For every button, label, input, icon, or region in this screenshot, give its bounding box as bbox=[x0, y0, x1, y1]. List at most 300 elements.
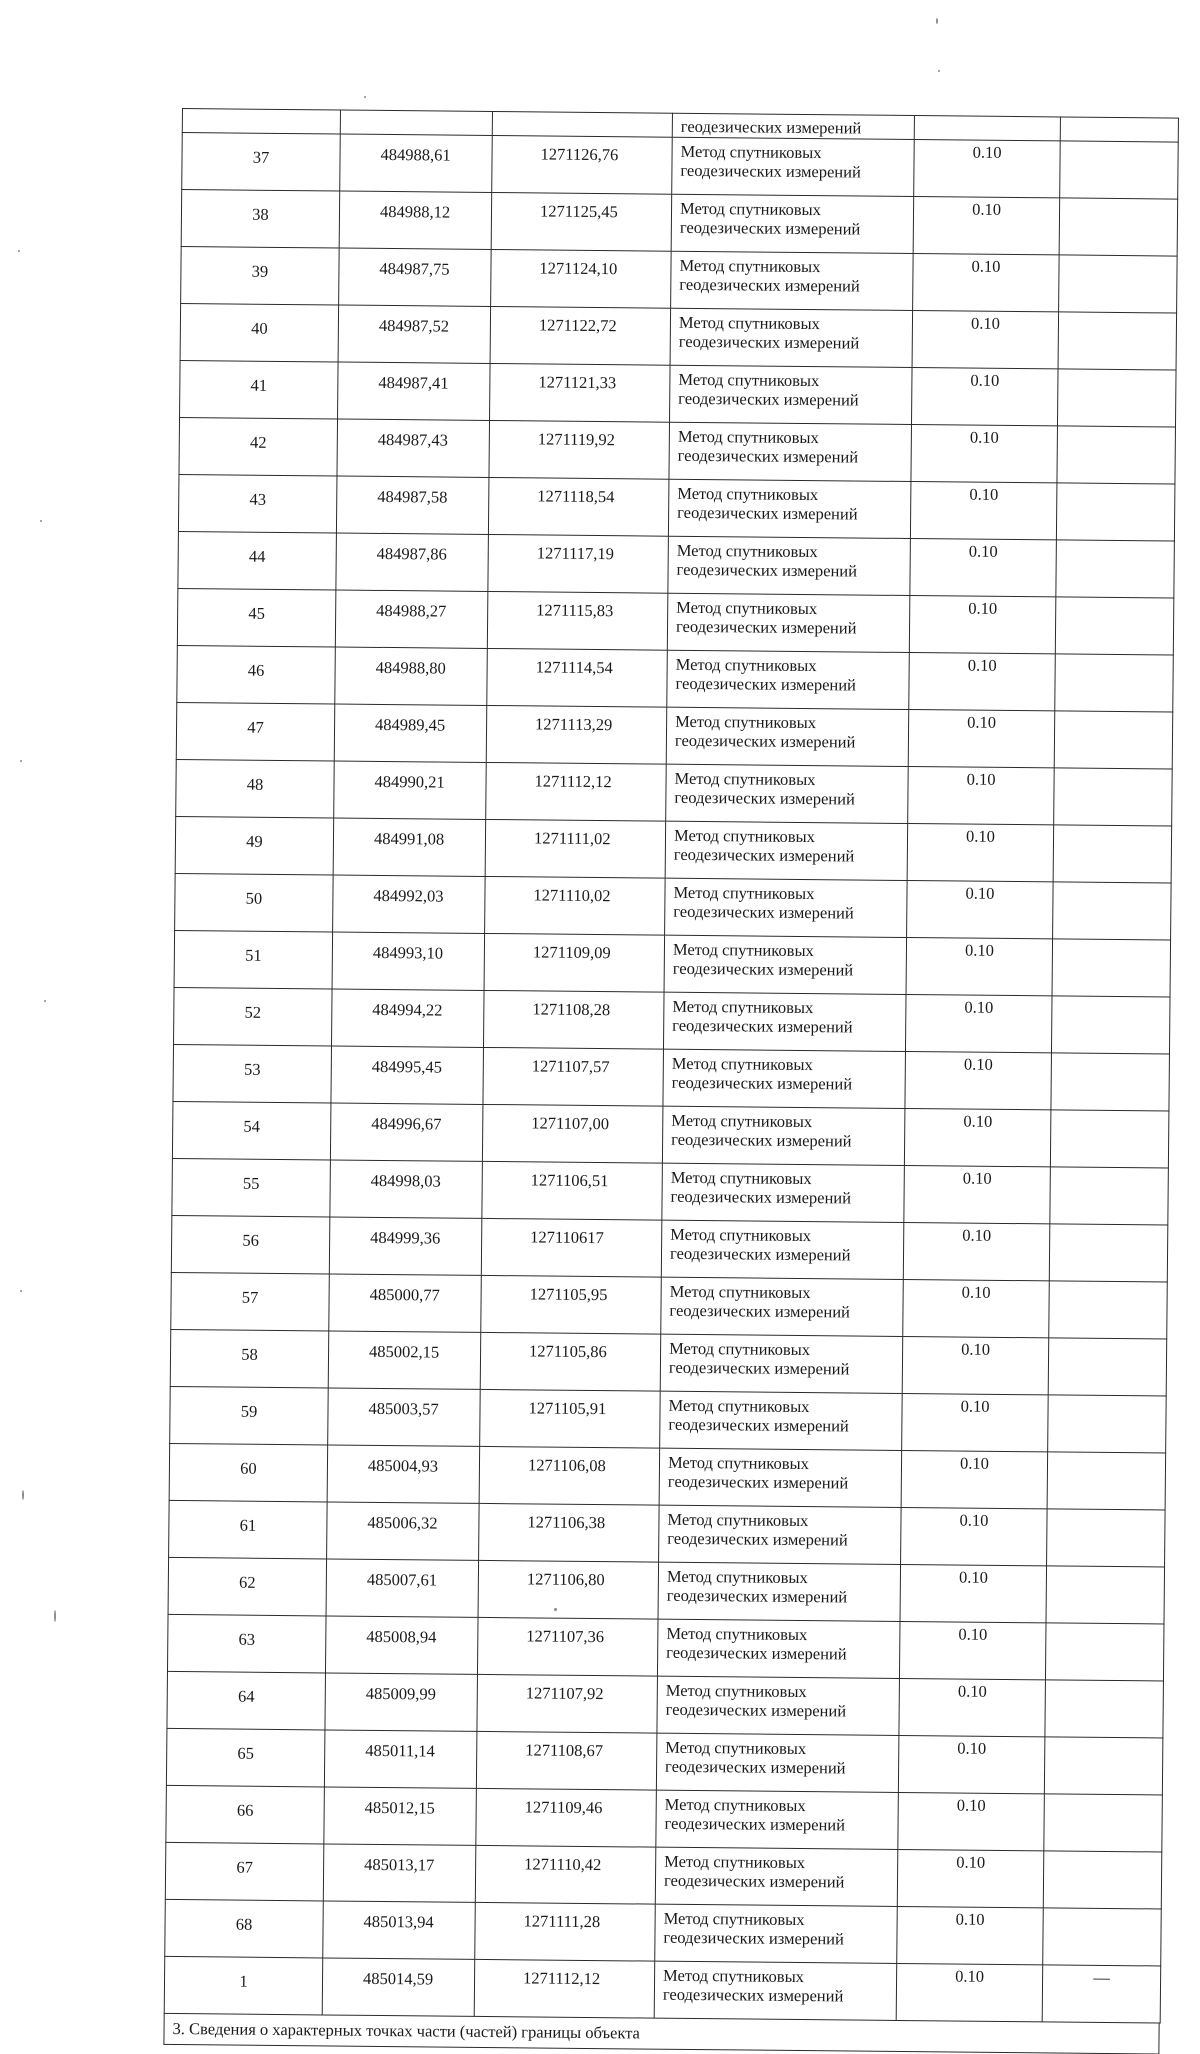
cell-extra bbox=[1045, 1680, 1164, 1738]
method-line-2: геодезических измерений bbox=[679, 217, 861, 239]
cell-extra bbox=[1050, 1167, 1169, 1225]
method-line-2: геодезических измерений bbox=[663, 1927, 844, 1949]
table-row bbox=[170, 1386, 1167, 1453]
scan-speck bbox=[40, 520, 42, 522]
scan-speck bbox=[554, 1608, 557, 1611]
cell-method bbox=[669, 422, 912, 481]
method-line-1: Метод спутниковых bbox=[666, 1566, 808, 1588]
table-row bbox=[175, 816, 1172, 883]
table-row bbox=[173, 1044, 1170, 1111]
table-row bbox=[169, 1443, 1166, 1510]
cell-precision: 0.10 bbox=[903, 1222, 1050, 1280]
method-line-1: Метод спутниковых bbox=[669, 1281, 811, 1303]
method-line-2: геодезических измерений bbox=[673, 901, 854, 923]
cell-x-coordinate: 484999,36 bbox=[329, 1217, 482, 1275]
document-body bbox=[163, 108, 1178, 2054]
cell-y-coordinate: 1271106,08 bbox=[479, 1446, 660, 1505]
cell-y-coordinate: 1271119,92 bbox=[489, 420, 670, 479]
cell-precision: 0.10 bbox=[913, 197, 1060, 255]
cell-x-coordinate: 484994,22 bbox=[332, 989, 485, 1047]
cell-precision: 0.10 bbox=[906, 937, 1053, 995]
cell-y-coordinate: 1271111,02 bbox=[485, 819, 666, 878]
method-line-1: Метод спутниковых bbox=[679, 198, 822, 220]
method-line-2: геодезических измерений bbox=[669, 1243, 851, 1265]
cell-x-coordinate: 484987,86 bbox=[336, 533, 489, 591]
cell-extra bbox=[1048, 1338, 1167, 1396]
cell-extra bbox=[1057, 426, 1176, 484]
cell-method bbox=[670, 365, 913, 424]
method-line-2: геодезических измерений bbox=[677, 502, 858, 524]
cell-x-coordinate: 484995,45 bbox=[331, 1046, 484, 1104]
cell-point-number: 68 bbox=[165, 1899, 324, 1958]
method-line-1: Метод спутниковых bbox=[670, 1224, 812, 1246]
method-line-1: Метод спутниковых bbox=[665, 1737, 807, 1759]
cell-x-coordinate: 484991,08 bbox=[333, 818, 486, 876]
cell-point-number: 54 bbox=[172, 1101, 331, 1160]
method-line-2: геодезических измерений bbox=[675, 616, 857, 638]
cell-extra bbox=[1052, 939, 1171, 997]
method-line-1: Метод спутниковых bbox=[678, 369, 820, 391]
cell-method bbox=[657, 1619, 900, 1678]
cell-extra bbox=[1044, 1794, 1163, 1852]
cell-point-number: 62 bbox=[168, 1557, 327, 1616]
method-line-1: Метод спутниковых bbox=[671, 1110, 813, 1132]
cell-extra: — bbox=[1042, 1965, 1161, 2023]
cell-method bbox=[658, 1562, 901, 1621]
cell-point-number: 38 bbox=[181, 190, 340, 249]
cell-y-coordinate: 1271121,33 bbox=[490, 363, 671, 422]
cell-precision: 0.10 bbox=[901, 1507, 1048, 1565]
cell-extra bbox=[1043, 1908, 1162, 1966]
cell-point-number: 47 bbox=[176, 702, 335, 761]
method-line-2: геодезических измерений bbox=[678, 388, 859, 410]
method-line-2: геодезических измерений bbox=[674, 730, 856, 752]
cell-x-coordinate: 484988,80 bbox=[335, 647, 488, 705]
cell-point-number: 39 bbox=[181, 246, 340, 305]
cell-extra bbox=[1053, 825, 1172, 883]
method-line-2: геодезических измерений bbox=[665, 1699, 847, 1721]
cell-precision: 0.10 bbox=[912, 311, 1059, 369]
cell-point-number: 42 bbox=[179, 417, 338, 476]
cell-precision: 0.10 bbox=[907, 823, 1054, 881]
cell-method bbox=[654, 1961, 897, 2020]
coordinates-table bbox=[164, 108, 1179, 2023]
cell-point-number: 37 bbox=[182, 133, 341, 192]
cell-point-number: 63 bbox=[167, 1614, 326, 1673]
method-line-1: Метод спутниковых bbox=[676, 540, 818, 562]
cell-extra bbox=[1060, 141, 1179, 199]
table-row bbox=[170, 1329, 1167, 1396]
cell-method bbox=[671, 251, 914, 310]
cell-extra bbox=[1057, 369, 1176, 427]
cell-method bbox=[667, 650, 910, 709]
cell-precision: 0.10 bbox=[904, 1165, 1051, 1223]
method-line-2: геодезических измерений bbox=[667, 1528, 848, 1550]
cell-point-number: 40 bbox=[180, 303, 339, 362]
table-row bbox=[165, 1842, 1162, 1909]
method-line-1: Метод спутниковых bbox=[677, 483, 819, 505]
cell-y bbox=[492, 111, 672, 137]
method-line-1: Метод спутниковых bbox=[679, 255, 821, 277]
cell-extra bbox=[1050, 1110, 1169, 1168]
method-line-1: Метод спутниковых bbox=[675, 654, 817, 676]
cell-method bbox=[657, 1676, 900, 1735]
cell-method bbox=[665, 821, 908, 880]
method-line-2: геодезических измерений bbox=[663, 1870, 845, 1892]
method-line-2: геодезических измерений bbox=[677, 445, 859, 467]
method-line-1: Метод спутниковых bbox=[670, 1167, 812, 1189]
cell-precision: 0.10 bbox=[908, 710, 1055, 768]
cell-extra bbox=[1058, 312, 1177, 370]
method-line-1: Метод спутниковых bbox=[668, 1395, 810, 1417]
scan-speck bbox=[936, 18, 938, 24]
cell-point-number: 66 bbox=[166, 1785, 325, 1844]
method-line-1: Метод спутниковых bbox=[666, 1623, 808, 1645]
table-row bbox=[181, 246, 1178, 313]
cell-point-number: 52 bbox=[174, 987, 333, 1046]
cell-method bbox=[666, 764, 909, 823]
cell-method bbox=[671, 194, 914, 253]
cell-point-number: 61 bbox=[169, 1500, 328, 1559]
cell-precision: 0.10 bbox=[910, 539, 1057, 597]
scan-speck bbox=[938, 70, 940, 72]
table-row bbox=[167, 1671, 1164, 1738]
cell-point-number: 55 bbox=[172, 1158, 331, 1217]
method-line-2: геодезических измерений bbox=[672, 958, 854, 980]
cell-y-coordinate: 1271110,02 bbox=[485, 876, 666, 935]
cell-x-coordinate: 484987,52 bbox=[338, 305, 491, 363]
cell-y-coordinate: 1271107,92 bbox=[477, 1674, 658, 1733]
cell-extra bbox=[1045, 1623, 1164, 1681]
cell-method bbox=[668, 479, 911, 538]
method-line-2: геодезических измерений bbox=[662, 1984, 844, 2006]
method-line-2: геодезических измерений bbox=[667, 1471, 849, 1493]
cell-y-coordinate: 1271108,28 bbox=[483, 990, 664, 1049]
cell-point-number: 43 bbox=[178, 474, 337, 533]
cell-point-number: 67 bbox=[165, 1842, 324, 1901]
cell-y-coordinate: 1271126,76 bbox=[492, 135, 673, 194]
method-line-1: Метод спутниковых bbox=[664, 1794, 806, 1816]
cell-precision: 0.10 bbox=[914, 140, 1061, 198]
table-row bbox=[177, 645, 1174, 712]
cell-point-number: 48 bbox=[176, 759, 335, 818]
method-line-2: геодезических измерений bbox=[675, 673, 857, 695]
cell-x-coordinate: 484987,41 bbox=[338, 362, 491, 420]
cell-point-number: 64 bbox=[167, 1671, 326, 1730]
table-row bbox=[177, 588, 1174, 655]
cell-precision: 0.10 bbox=[897, 1849, 1044, 1907]
cell-point-number: 41 bbox=[180, 360, 339, 419]
method-line-2: геодезических измерений bbox=[666, 1585, 848, 1607]
cell-y-coordinate: 1271114,54 bbox=[487, 648, 668, 707]
scan-speck bbox=[44, 1000, 46, 1002]
cell-extra bbox=[1054, 768, 1173, 826]
cell-method bbox=[655, 1904, 898, 1963]
method-line-1: Метод спутниковых bbox=[663, 1965, 805, 1987]
table-row bbox=[176, 759, 1173, 826]
cell-precision: 0.10 bbox=[896, 1963, 1043, 2021]
cell-precision: 0.10 bbox=[905, 1051, 1052, 1109]
coordinates-table-body bbox=[164, 109, 1178, 2023]
method-line-1: Метод спутниковых bbox=[667, 1509, 809, 1531]
table-row bbox=[164, 1956, 1161, 2023]
section-heading-3: 3. Сведения о характерных точках части (частей) границы объекта bbox=[163, 2014, 1159, 2054]
method-line-2: геодезических измерений bbox=[668, 1357, 850, 1379]
cell-extra bbox=[1043, 1851, 1162, 1909]
cell-precision: 0.10 bbox=[898, 1735, 1045, 1793]
cell-precision: 0.10 bbox=[897, 1906, 1044, 1964]
cell-extra bbox=[1049, 1281, 1168, 1339]
table-row bbox=[167, 1614, 1164, 1681]
cell-y-coordinate: 1271115,83 bbox=[487, 591, 668, 650]
cell-extra bbox=[1047, 1452, 1166, 1510]
cell-x-coordinate: 484988,12 bbox=[339, 191, 492, 249]
cell-method bbox=[662, 1106, 905, 1165]
cell-method bbox=[668, 536, 911, 595]
method-line-2: геодезических измерений bbox=[665, 1756, 846, 1778]
method-line-2: геодезических измерений bbox=[670, 1186, 852, 1208]
method-line-1: Метод спутниковых bbox=[673, 825, 816, 847]
method-line-1: Метод спутниковых bbox=[673, 882, 815, 904]
cell-precision: 0.10 bbox=[913, 254, 1060, 312]
cell-method bbox=[656, 1733, 899, 1792]
table-row bbox=[176, 702, 1173, 769]
cell-x bbox=[340, 110, 492, 135]
table-row bbox=[179, 417, 1176, 484]
cell-extra bbox=[1054, 711, 1173, 769]
cell-precision: 0.10 bbox=[911, 425, 1058, 483]
cell-precision: 0.10 bbox=[902, 1336, 1049, 1394]
cell-x-coordinate: 484988,27 bbox=[335, 590, 488, 648]
cell-extra bbox=[1053, 882, 1172, 940]
cell-method bbox=[660, 1334, 903, 1393]
table-row bbox=[171, 1272, 1168, 1339]
method-line-2: геодезических измерений bbox=[671, 1072, 853, 1094]
cell-method bbox=[661, 1277, 904, 1336]
table-row bbox=[182, 133, 1179, 200]
cell-precision: 0.10 bbox=[898, 1792, 1045, 1850]
cell-y-coordinate: 1271117,19 bbox=[488, 534, 669, 593]
cell-x-coordinate: 484987,58 bbox=[336, 476, 489, 534]
table-row bbox=[180, 360, 1177, 427]
method-line-1: Метод спутниковых bbox=[663, 1908, 805, 1930]
cell-precision: 0.10 bbox=[905, 994, 1052, 1052]
cell-point-number: 45 bbox=[177, 588, 336, 647]
cell-point-number: 49 bbox=[175, 816, 334, 875]
cell-method bbox=[670, 308, 913, 367]
cell-extra bbox=[1049, 1224, 1168, 1282]
cell-point-number: 50 bbox=[175, 873, 334, 932]
cell-y-coordinate: 1271111,28 bbox=[475, 1902, 656, 1961]
table-row bbox=[166, 1728, 1163, 1795]
table-row bbox=[174, 930, 1171, 997]
cell-y-coordinate: 1271110,42 bbox=[475, 1845, 656, 1904]
method-line-2: геодезических измерений bbox=[664, 1813, 846, 1835]
cell-precision: 0.10 bbox=[911, 368, 1058, 426]
cell-point-number: 53 bbox=[173, 1044, 332, 1103]
cell-point-number: 59 bbox=[170, 1386, 329, 1445]
cell-precision: 0.10 bbox=[908, 767, 1055, 825]
method-line-2: геодезических измерений bbox=[678, 331, 860, 353]
cell-x-coordinate: 485002,15 bbox=[328, 1331, 481, 1389]
cell-extra bbox=[1059, 198, 1178, 256]
cell-x-coordinate: 484989,45 bbox=[334, 704, 487, 762]
cell-extra bbox=[1046, 1566, 1165, 1624]
cell-y-coordinate: 1271106,51 bbox=[482, 1161, 663, 1220]
scan-speck bbox=[20, 760, 22, 762]
table-row bbox=[178, 474, 1175, 541]
cell-x-coordinate: 485013,94 bbox=[323, 1901, 476, 1959]
cell-precision: 0.10 bbox=[904, 1108, 1051, 1166]
cell-y-coordinate: 1271109,46 bbox=[476, 1788, 657, 1847]
table-row bbox=[174, 987, 1171, 1054]
scan-speck bbox=[364, 96, 366, 98]
cell-x-coordinate: 484992,03 bbox=[333, 875, 486, 933]
cell-extra bbox=[1056, 540, 1175, 598]
table-row bbox=[180, 303, 1177, 370]
cell-point-number: 57 bbox=[171, 1272, 330, 1331]
cell-x-coordinate: 485006,32 bbox=[327, 1502, 480, 1560]
cell-extra bbox=[1044, 1737, 1163, 1795]
cell-y-coordinate: 1271124,10 bbox=[491, 249, 672, 308]
cell-x-coordinate: 484987,75 bbox=[339, 248, 492, 306]
method-line-2: геодезических измерений bbox=[669, 1300, 851, 1322]
cell-method bbox=[663, 992, 906, 1051]
cell-y-coordinate: 1271106,80 bbox=[478, 1560, 659, 1619]
cell-y-coordinate: 1271118,54 bbox=[488, 477, 669, 536]
method-line-1: Метод спутниковых bbox=[677, 426, 819, 448]
cell-y-coordinate: 1271125,45 bbox=[491, 192, 672, 251]
table-row bbox=[168, 1557, 1165, 1624]
cell-x-coordinate: 485004,93 bbox=[327, 1445, 480, 1503]
cell-extra bbox=[1055, 597, 1174, 655]
method-line-1: Метод спутниковых bbox=[671, 1053, 813, 1075]
cell-y-coordinate: 127110617 bbox=[481, 1218, 662, 1277]
cell-x-coordinate: 485009,99 bbox=[325, 1673, 478, 1731]
cell-y-coordinate: 1271105,86 bbox=[480, 1332, 661, 1391]
cell-method-tail: геодезических измерений bbox=[672, 113, 914, 139]
cell-point-number: 56 bbox=[171, 1215, 330, 1274]
cell-point-number: 1 bbox=[164, 1956, 323, 2015]
cell-precision: 0.10 bbox=[900, 1564, 1047, 1622]
cell-method bbox=[667, 593, 910, 652]
method-line-2: геодезических измерений bbox=[673, 844, 855, 866]
cell-point-number: 51 bbox=[174, 930, 333, 989]
cell-x-coordinate: 484998,03 bbox=[330, 1160, 483, 1218]
scan-speck bbox=[18, 250, 20, 252]
cell-point-number: 46 bbox=[177, 645, 336, 704]
cell-point-number: 58 bbox=[170, 1329, 329, 1388]
cell-x-coordinate: 485000,77 bbox=[329, 1274, 482, 1332]
method-line-1: Метод спутниковых bbox=[664, 1851, 806, 1873]
method-line-2: геодезических измерений bbox=[666, 1642, 847, 1664]
method-line-1: Метод спутниковых bbox=[675, 711, 817, 733]
cell-precision: 0.10 bbox=[907, 880, 1054, 938]
cell-method bbox=[656, 1790, 899, 1849]
cell-method bbox=[666, 707, 909, 766]
cell-extra bbox=[1060, 117, 1178, 142]
cell-precision bbox=[914, 116, 1060, 141]
method-line-1: Метод спутниковых bbox=[672, 939, 814, 961]
cell-extra bbox=[1059, 255, 1178, 313]
cell-method bbox=[664, 935, 907, 994]
method-line-2: геодезических измерений bbox=[668, 1414, 849, 1436]
method-line-1: Метод спутниковых bbox=[667, 1452, 810, 1474]
cell-x-coordinate: 485011,14 bbox=[324, 1730, 477, 1788]
cell-extra bbox=[1056, 483, 1175, 541]
scan-speck bbox=[22, 1490, 24, 1500]
method-line-1: Метод спутниковых bbox=[676, 597, 818, 619]
cell-x-coordinate: 485014,59 bbox=[322, 1958, 475, 2016]
cell-y-coordinate: 1271113,29 bbox=[486, 705, 667, 764]
cell-extra bbox=[1051, 1053, 1170, 1111]
cell-point-number: 65 bbox=[166, 1728, 325, 1787]
scan-speck bbox=[54, 1610, 56, 1622]
cell-y-coordinate: 1271106,38 bbox=[479, 1503, 660, 1562]
cell-x-coordinate: 485003,57 bbox=[328, 1388, 481, 1446]
cell-extra bbox=[1048, 1395, 1167, 1453]
cell-precision: 0.10 bbox=[899, 1621, 1046, 1679]
cell-x-coordinate: 485013,17 bbox=[323, 1844, 476, 1902]
cell-y-coordinate: 1271112,12 bbox=[486, 762, 667, 821]
cell-method bbox=[661, 1220, 904, 1279]
table-row bbox=[165, 1899, 1162, 1966]
method-line-2: геодезических измерений bbox=[679, 274, 860, 296]
cell-point-number: 60 bbox=[169, 1443, 328, 1502]
cell-x-coordinate: 484996,67 bbox=[330, 1103, 483, 1161]
cell-method bbox=[660, 1391, 903, 1450]
cell-y-coordinate: 1271105,95 bbox=[481, 1275, 662, 1334]
cell-x-coordinate: 485007,61 bbox=[326, 1559, 479, 1617]
cell-precision: 0.10 bbox=[902, 1393, 1049, 1451]
cell-x-coordinate: 484988,61 bbox=[340, 134, 493, 192]
cell-point-number: 44 bbox=[178, 531, 337, 590]
method-line-1: Метод спутниковых bbox=[678, 312, 820, 334]
cell-method bbox=[655, 1847, 898, 1906]
cell-num bbox=[182, 109, 340, 135]
cell-x-coordinate: 485012,15 bbox=[324, 1787, 477, 1845]
table-row bbox=[172, 1101, 1169, 1168]
method-line-2: геодезических измерений bbox=[671, 1129, 852, 1151]
table-row bbox=[181, 190, 1178, 257]
cell-y-coordinate: 1271108,67 bbox=[476, 1731, 657, 1790]
table-row bbox=[172, 1158, 1169, 1225]
cell-y-coordinate: 1271105,91 bbox=[480, 1389, 661, 1448]
cell-method bbox=[662, 1163, 905, 1222]
table-row bbox=[171, 1215, 1168, 1282]
cell-precision: 0.10 bbox=[909, 653, 1056, 711]
table-row bbox=[175, 873, 1172, 940]
cell-x-coordinate: 484990,21 bbox=[334, 761, 487, 819]
cell-y-coordinate: 1271107,57 bbox=[483, 1047, 664, 1106]
method-line-2: геодезических измерений bbox=[674, 787, 855, 809]
method-line-2: геодезических измерений bbox=[672, 1015, 853, 1037]
method-line-1: Метод спутниковых bbox=[680, 141, 822, 163]
method-line-2: геодезических измерений bbox=[680, 160, 861, 182]
cell-precision: 0.10 bbox=[901, 1450, 1048, 1508]
method-line-2: геодезических измерений bbox=[676, 559, 858, 581]
table-row bbox=[166, 1785, 1163, 1852]
cell-method bbox=[663, 1049, 906, 1108]
cell-precision: 0.10 bbox=[903, 1279, 1050, 1337]
cell-extra bbox=[1047, 1509, 1166, 1567]
scan-speck bbox=[20, 1290, 22, 1292]
cell-x-coordinate: 484987,43 bbox=[337, 419, 490, 477]
cell-precision: 0.10 bbox=[899, 1678, 1046, 1736]
cell-y-coordinate: 1271122,72 bbox=[490, 306, 671, 365]
cell-x-coordinate: 484993,10 bbox=[332, 932, 485, 990]
cell-extra bbox=[1055, 654, 1174, 712]
